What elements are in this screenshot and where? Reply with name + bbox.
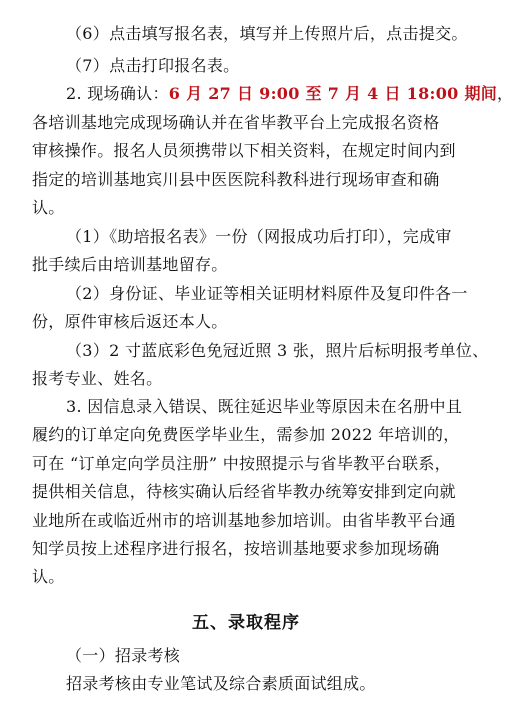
paragraph-line: 认。: [32, 198, 65, 217]
paragraph-line: 提供相关信息，待核实确认后经省毕教办统筹安排到定向就: [32, 482, 456, 501]
paragraph-line: 3. 因信息录入错误、既往延迟毕业等原因未在名册中且: [66, 397, 463, 416]
paragraph-line: 履约的订单定向免费医学毕业生，需参加 2022 年培训的，: [32, 425, 460, 444]
section-heading: 五、录取程序: [192, 613, 300, 633]
paragraph-line: （1）《助培报名表》一份（网报成功后打印），完成审: [66, 227, 452, 246]
paragraph-line: （3）2 寸蓝底彩色免冠近照 3 张，照片后标明报考单位、: [66, 341, 489, 360]
paragraph-line: 报考专业、姓名。: [32, 369, 163, 388]
paragraph-line: （7）点击打印报名表。: [66, 56, 240, 75]
paragraph-line: 业地所在或临近州市的培训基地参加培训。由省毕教平台通: [32, 511, 456, 530]
paragraph-line: （2）身份证、毕业证等相关证明材料原件及复印件各一: [66, 284, 468, 303]
paragraph-line: 认。: [32, 567, 65, 586]
item-label: 2. 现场确认：: [66, 84, 169, 103]
paragraph-line: 指定的培训基地宾川县中医医院科教科进行现场审查和确: [32, 170, 440, 189]
highlighted-period: 6 月 27 日 9:00 至 7 月 4 日 18:00 期间: [168, 84, 498, 103]
paragraph-line: 招录考核由专业笔试及综合素质面试组成。: [66, 674, 376, 693]
punctuation: ，: [497, 84, 513, 103]
paragraph-line: 知学员按上述程序进行报名，按培训基地要求参加现场确: [32, 539, 440, 558]
paragraph-line: 批手续后由培训基地留存。: [32, 255, 228, 274]
paragraph-line: 份，原件审核后返还本人。: [32, 312, 228, 331]
subsection-title: （一）招录考核: [66, 646, 181, 665]
paragraph-line: （6）点击填写报名表，填写并上传照片后，点击提交。: [66, 24, 468, 43]
paragraph-line-confirm: [66, 84, 513, 104]
paragraph-line: 各培训基地完成现场确认并在省毕教平台上完成报名资格: [32, 113, 440, 132]
paragraph-line: 可在 “订单定向学员注册” 中按照提示与省毕教平台联系，: [32, 454, 451, 473]
paragraph-line: 审核操作。报名人员须携带以下相关资料，在规定时间内到: [32, 141, 456, 160]
